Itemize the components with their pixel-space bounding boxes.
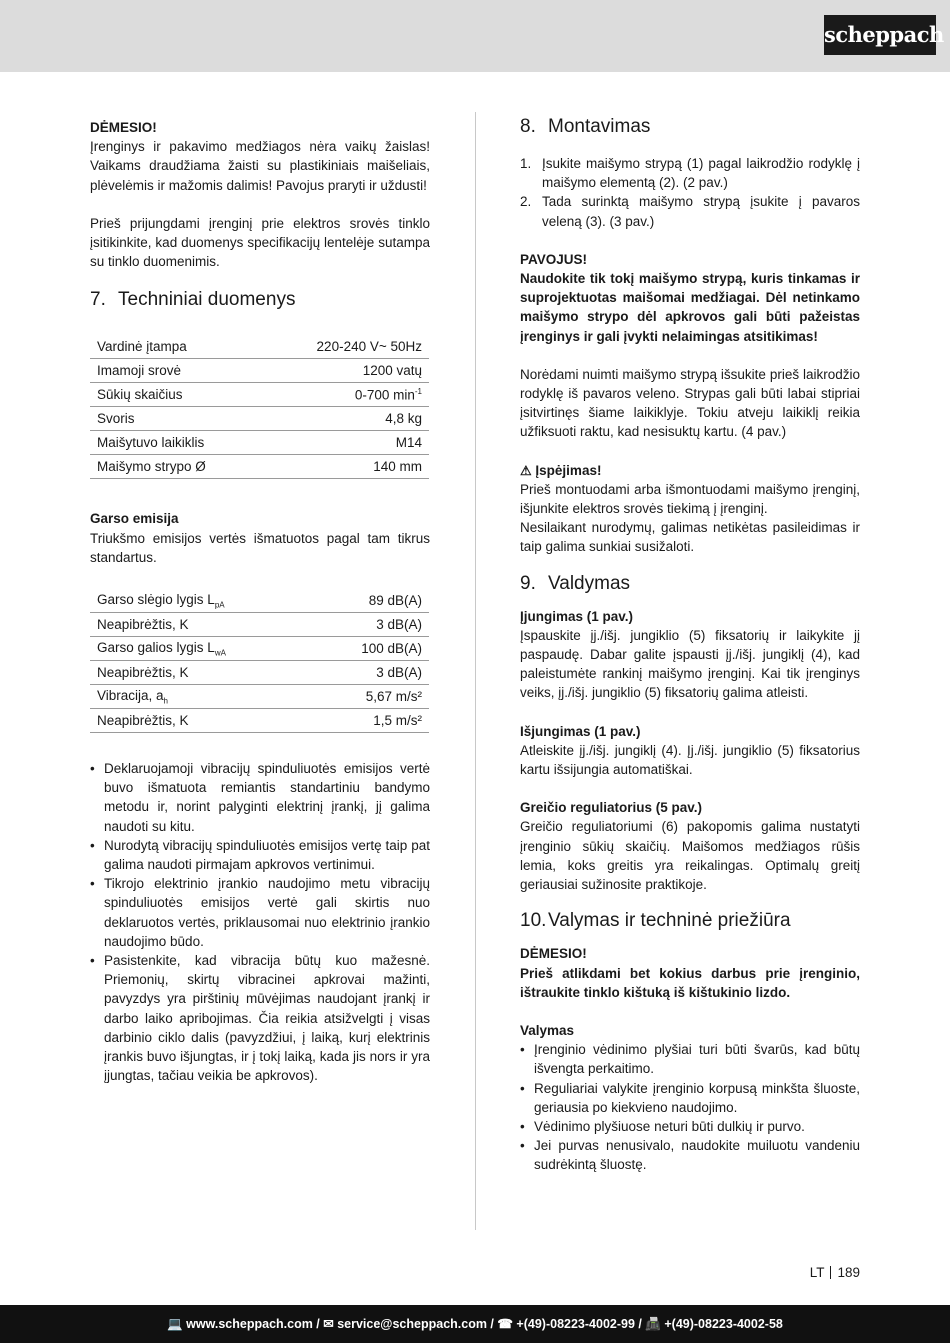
noise-value: 3 dB(A)	[313, 661, 429, 685]
list-item: • Vėdinimo plyšiuose neturi būti dulkių ir purvo.	[520, 1117, 860, 1136]
spec-value: 140 mm	[262, 455, 429, 479]
attention-text: Prieš atlikdami bet kokius darbus prie įrenginio, ištraukite tinklo kištuką iš kištukinio lizdo.	[520, 965, 860, 1000]
section-title: Valdymas	[548, 572, 631, 594]
section-number: 9.	[520, 572, 536, 594]
noise-heading: Garso emisija	[90, 511, 179, 527]
danger-text: Naudokite tik tokį maišymo strypą, kuris tinkamas ir suprojektuotas maišomai medžiagai. Dėl netinkamo maišymo strypo dėl apkrovos gali būti pažeistas įrenginys ir gali įvykti nelaimingas atsitikimas!	[520, 271, 860, 344]
list-item: • Deklaruojamoji vibracijų spinduliuotės emisijos vertė buvo išmatuota remiantis standartiniu bandymo metodu ir, norint palyginti elektrinį įrankį, jį galima naudoti su kitu.	[90, 759, 430, 836]
header-band	[0, 0, 950, 72]
section-7-heading	[90, 287, 430, 313]
spec-table	[90, 335, 429, 479]
page-num: 189	[837, 1265, 860, 1280]
warning-text: Nesilaikant nurodymų, galimas netikėtas pasileidimas ir taip galima sunkiai susižaloti.	[520, 520, 860, 555]
check-text: Prieš prijungdami įrenginį prie elektros srovės tinklo įsitikinkite, kad duomenys specifikacijų lentelėje sutampa su tinklo duomenimis.	[90, 215, 430, 270]
spec-label: Imamoji srovė	[90, 359, 262, 383]
spec-value: 0-700 $\min^{-1}$	[262, 383, 429, 407]
on-heading: Įjungimas (1 pav.)	[520, 608, 634, 624]
vibration-notes-list	[90, 759, 430, 1085]
noise-table	[90, 589, 429, 733]
danger-heading: PAVOJUS!	[520, 251, 588, 267]
table-row	[90, 335, 429, 359]
cleaning-list	[520, 1040, 860, 1174]
section-9-heading	[520, 571, 860, 597]
noise-label: Neapibrėžtis, K	[90, 613, 313, 637]
warning-heading: ⚠ Įspėjimas!	[520, 462, 602, 478]
column-divider	[475, 112, 476, 1230]
section-number: 10.	[520, 910, 547, 932]
spec-label: Svoris	[90, 407, 262, 431]
list-item: • Įrenginio vėdinimo plyšiai turi būti švarūs, kad būtų išvengta perkaitimo.	[520, 1040, 860, 1078]
left-column	[90, 118, 430, 1085]
noise-value: 5,67 m/s²	[313, 685, 429, 709]
noise-text: Triukšmo emisijos vertės išmatuotos pagal tam tikrus standartus.	[90, 530, 430, 565]
brand-logo: scheppach	[824, 15, 936, 55]
section-title: Montavimas	[548, 116, 651, 137]
table-row	[90, 661, 429, 685]
noise-label: Neapibrėžtis, K	[90, 661, 313, 685]
table-row	[90, 613, 429, 637]
list-item: 2. Tada surinktą maišymo strypą įsukite į pavaros veleną (3). (3 pav.)	[520, 194, 860, 229]
spec-value: 1200 vatų	[262, 359, 429, 383]
off-text: Atleiskite įj./išj. jungiklį (4). Įj./išj. jungiklio (5) fiksatorius kartu išsijungia automatiškai.	[520, 742, 860, 778]
noise-value: 100 dB(A)	[313, 637, 429, 661]
section-10-heading	[520, 908, 860, 934]
speed-text: Greičio reguliatoriumi (6) pakopomis galima nustatyti įrenginio sūkių skaičių. Maišomos medžiagos rūšis lemia, koks greitis yra reikalingas. Optimalų greitį geriausiai sužinosite praktikoje.	[520, 819, 860, 893]
table-row	[90, 383, 429, 407]
section-title: Techniniai duomenys	[118, 289, 296, 311]
page-lang: LT	[809, 1265, 825, 1280]
section-number: 8.	[520, 116, 536, 137]
right-column	[520, 118, 860, 1175]
noise-label: Garso galios lygis $L_{wA}$	[90, 637, 313, 661]
assembly-steps	[520, 154, 860, 231]
warning-icon: ⚠	[520, 462, 532, 478]
list-item: • Pasistenkite, kad vibracija būtų kuo mažesnė. Priemonių, skirtų vibracinei apkrovai mažinti, pavyzdys yra pirštinių mūvėjimas naudojant įrankį ir darbo laiko apribojimas. Čia reikia atsižvelgti į visas darbinio ciklo dalis (pavyzdžiui, į laiką, kurį elektrinis įrankis buvo išjungtas, ir į tokį laiką, kada jis nors ir yra įjungtas, tačiau veikia be apkrovos).	[90, 951, 430, 1085]
spec-label: Sūkių skaičius	[90, 383, 262, 407]
warning-text: Prieš montuodami arba išmontuodami maišymo įrenginį, išjunkite elektros srovės tiekimą į įrenginį.	[520, 481, 860, 517]
page-number	[810, 1265, 860, 1280]
spec-label: Vardinė įtampa	[90, 335, 262, 359]
list-item: • Jei purvas nenusivalo, naudokite muiluotu vandeniu sudrėkintą šluostę.	[520, 1136, 860, 1174]
table-row	[90, 407, 429, 431]
list-item: • Reguliariai valykite įrenginio korpusą minkšta šluoste, geriausia po kiekvieno naudojimo.	[520, 1079, 860, 1117]
table-row	[90, 637, 429, 661]
noise-label: Vibracija, $a_h$	[90, 685, 313, 709]
noise-value: 89 dB(A)	[313, 589, 429, 613]
noise-label: Neapibrėžtis, K	[90, 709, 313, 733]
attention-heading: DĖMESIO!	[520, 946, 587, 962]
on-text: Įspauskite įj./išj. jungiklio (5) fiksatorių ir laikykite jį paspaudę. Dabar galite įspausti įj./išj. jungiklį (4), kad paleistumėte rankinį maišymo įrenginį. Kai tik įrenginys veiks, įj./išj. jungiklio (5) fiksatorių galima atleisti.	[520, 627, 860, 701]
table-row	[90, 685, 429, 709]
noise-label: Garso slėgio lygis $L_{pA}$	[90, 589, 313, 613]
table-row	[90, 431, 429, 455]
noise-value: 3 dB(A)	[313, 613, 429, 637]
cleaning-heading: Valymas	[520, 1022, 575, 1038]
spec-value: 4,8 kg	[262, 407, 429, 431]
contact-footer: 💻 www.scheppach.com / ✉ service@scheppach.com / ☎ +(49)-08223-4002-99 / 📠 +(49)-08223-4002-58	[0, 1305, 950, 1343]
section-number: 7.	[90, 289, 106, 311]
list-item: • Tikrojo elektrinio įrankio naudojimo metu vibracijų spinduliuotės emisijos vertė gali skirtis nuo deklaruotos vertės, priklausomai nuo elektrinio įrankio naudojimo būdo.	[90, 874, 430, 951]
table-row	[90, 709, 429, 733]
attention-text: Įrenginys ir pakavimo medžiagos nėra vaikų žaislas! Vaikams draudžiama žaisti su plastikiniais maišeliais, plėvelėmis ir mažomis dalimis! Pavojus praryti ir uždusti!	[90, 139, 430, 193]
noise-value: 1,5 m/s²	[313, 709, 429, 733]
table-row	[90, 455, 429, 479]
attention-heading: DĖMESIO!	[90, 120, 157, 135]
list-item: 1. Įsukite maišymo strypą (1) pagal laikrodžio rodyklę į maišymo elementą (2). (2 pav.)	[520, 156, 860, 191]
section-8-heading	[520, 114, 860, 140]
table-row	[90, 359, 429, 383]
spec-label: Maišymo strypo Ø	[90, 455, 262, 479]
list-item: • Nurodytą vibracijų spinduliuotės emisijos vertę taip pat galima naudoti pirmajam apkrovos vertinimui.	[90, 836, 430, 874]
remove-text: Norėdami nuimti maišymo strypą išsukite prieš laikrodžio rodyklę iš pavaros veleno. Strypas gali būti labai stipriai įsitvirtinęs šiame laikiklyje. Tokiu atveju laikiklį reikia užfiksuoti raktu, kad nesisuktų kartu. (4 pav.)	[520, 366, 860, 440]
section-title: Valymas ir techninė priežiūra	[548, 910, 791, 932]
speed-heading: Greičio reguliatorius (5 pav.)	[520, 800, 703, 816]
table-row	[90, 589, 429, 613]
spec-value: 220-240 V~ 50Hz	[262, 335, 429, 359]
off-heading: Išjungimas (1 pav.)	[520, 723, 641, 739]
spec-value: M14	[262, 431, 429, 455]
spec-label: Maišytuvo laikiklis	[90, 431, 262, 455]
